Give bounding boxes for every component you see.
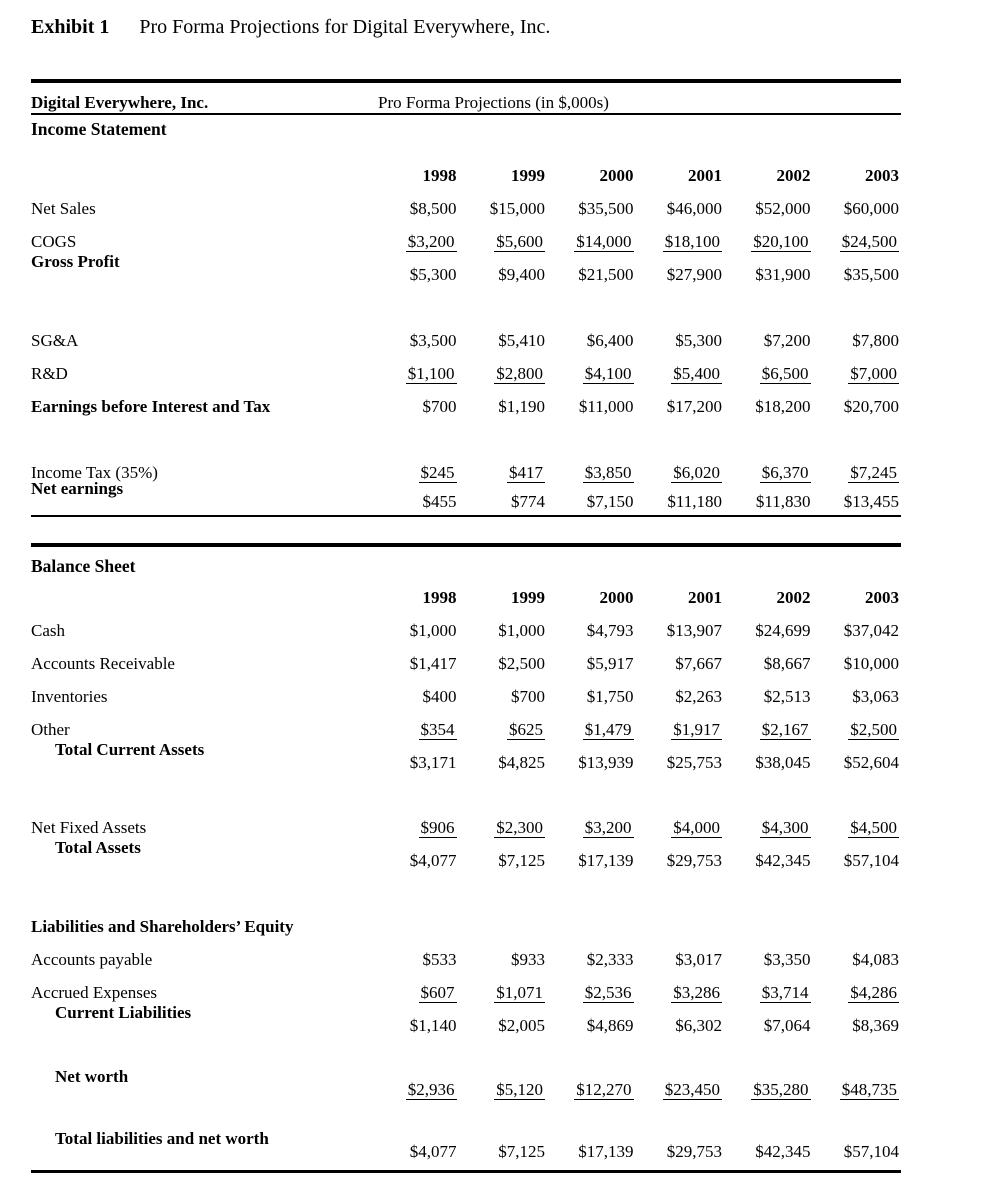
value-cell: $5,917	[586, 653, 634, 673]
top-rule	[31, 79, 901, 83]
value-cell: $17,200	[666, 397, 722, 416]
row-label: COGS	[31, 232, 77, 251]
value-cell	[722, 976, 811, 1009]
row-label: Net Sales	[31, 199, 96, 218]
value-cell: $2,005	[498, 1015, 545, 1035]
value-cell	[545, 976, 634, 1009]
value-cell: $10,000	[843, 653, 899, 673]
value-cell	[634, 357, 723, 390]
value-cell: $1,000	[498, 620, 545, 640]
bottom-rule	[31, 1170, 901, 1174]
value-cell	[368, 456, 457, 489]
section-divider-rule	[31, 543, 901, 547]
underlined-value: $2,800	[496, 364, 543, 383]
value-cell	[457, 456, 546, 489]
value-cell: $6,400	[586, 331, 634, 350]
value-cell: $8,667	[763, 653, 811, 673]
table-row	[31, 252, 902, 291]
row-label: Total Assets	[55, 837, 141, 857]
balance-sheet-title: Balance Sheet	[31, 555, 136, 576]
value-cell	[811, 357, 900, 390]
underlined-value: $417	[509, 463, 543, 482]
underlined-value: $4,500	[850, 817, 897, 837]
value-cell	[545, 1073, 634, 1106]
underlined-value: $2,936	[407, 1079, 455, 1099]
value-cell: $5,300	[409, 265, 457, 284]
underlined-value: $2,300	[496, 817, 543, 837]
underlined-value: $20,100	[753, 232, 809, 251]
row-label: Cash	[31, 620, 65, 640]
value-cell: $52,604	[843, 752, 899, 772]
value-cell	[722, 225, 811, 258]
table-row	[31, 614, 902, 647]
year-header: 1998	[422, 587, 457, 607]
value-cell: $3,063	[852, 686, 899, 706]
underlined-value: $3,286	[673, 982, 720, 1002]
value-cell: $8,369	[852, 1015, 899, 1035]
value-cell	[811, 713, 900, 746]
row-label: Gross Profit	[31, 252, 120, 271]
value-cell: $4,077	[409, 1141, 457, 1161]
subsection-heading: Liabilities and Shareholders’ Equity	[31, 916, 294, 936]
value-cell: $455	[422, 492, 457, 511]
row-label	[31, 581, 368, 614]
underlined-value: $3,200	[584, 817, 632, 837]
value-cell: $9,400	[498, 265, 545, 284]
value-cell	[811, 456, 900, 489]
value-cell: $3,350	[763, 949, 811, 969]
underlined-value: $2,500	[850, 719, 897, 739]
value-cell	[457, 811, 546, 844]
value-cell: $25,753	[666, 752, 722, 772]
row-label: Income Tax (35%)	[31, 463, 158, 482]
value-cell: $7,200	[763, 331, 811, 350]
row-label: Inventories	[31, 686, 108, 706]
row-label: Earnings before Interest and Tax	[31, 397, 271, 416]
table-row	[31, 1066, 902, 1106]
value-cell: $774	[511, 492, 545, 511]
value-cell: $18,200	[755, 397, 811, 416]
table-row	[31, 479, 901, 517]
value-cell: $42,345	[755, 850, 811, 870]
value-cell: $35,500	[843, 265, 899, 284]
underlined-value: $607	[420, 982, 455, 1002]
table-row	[31, 192, 902, 225]
value-cell: $7,125	[498, 850, 545, 870]
value-cell: $700	[511, 686, 545, 706]
value-cell	[634, 225, 723, 258]
year-header: 2002	[776, 166, 811, 185]
value-cell: $57,104	[843, 850, 899, 870]
value-cell: $57,104	[843, 1141, 899, 1161]
underlined-value: $48,735	[841, 1079, 897, 1099]
table-row	[31, 837, 902, 877]
exhibit-label: Exhibit 1	[31, 16, 110, 38]
value-cell: $533	[422, 949, 457, 969]
underlined-value: $24,500	[841, 232, 897, 251]
table-row	[31, 943, 902, 976]
table-row	[31, 739, 902, 779]
value-cell: $52,000	[755, 199, 811, 218]
underlined-value: $7,000	[850, 364, 897, 383]
underlined-value: $6,500	[761, 364, 809, 383]
row-label: Accrued Expenses	[31, 982, 158, 1002]
value-cell: $13,907	[666, 620, 722, 640]
value-cell: $1,140	[409, 1015, 457, 1035]
underlined-value: $7,245	[850, 463, 897, 482]
row-label: Current Liabilities	[55, 1002, 192, 1022]
value-cell: $21,500	[578, 265, 634, 284]
underlined-value: $5,400	[673, 364, 720, 383]
row-label: Total liabilities and net worth	[55, 1128, 269, 1148]
company-name: Digital Everywhere, Inc.	[31, 93, 209, 112]
table-header-row	[31, 93, 901, 115]
value-cell: $46,000	[666, 199, 722, 218]
value-cell: $27,900	[666, 265, 722, 284]
value-cell	[368, 1073, 457, 1106]
underlined-value: $6,020	[673, 463, 720, 482]
value-cell	[368, 976, 457, 1009]
value-cell: $17,139	[578, 1141, 634, 1161]
value-cell: $2,500	[498, 653, 545, 673]
value-cell	[722, 713, 811, 746]
subsection-heading-row	[31, 910, 902, 943]
value-cell: $5,300	[675, 331, 722, 350]
underlined-value: $3,850	[584, 463, 632, 482]
value-cell: $4,793	[586, 620, 634, 640]
row-label: Net worth	[55, 1066, 129, 1086]
exhibit-title-text: Pro Forma Projections for Digital Everywhere, Inc.	[139, 16, 551, 38]
year-header: 2000	[599, 166, 634, 185]
underlined-value: $4,000	[673, 817, 720, 837]
income-statement-title: Income Statement	[31, 119, 167, 139]
value-cell	[457, 225, 546, 258]
underlined-value: $3,200	[407, 232, 455, 251]
value-cell: $3,017	[675, 949, 722, 969]
value-cell: $11,000	[578, 397, 634, 416]
row-label	[31, 159, 368, 192]
underlined-value: $4,286	[850, 982, 897, 1002]
underlined-value: $1,479	[584, 719, 632, 739]
underlined-value: $35,280	[753, 1079, 809, 1099]
underlined-value: $18,100	[664, 232, 720, 251]
year-header: 1998	[422, 166, 457, 185]
value-cell: $7,800	[852, 331, 899, 350]
value-cell: $700	[422, 397, 457, 416]
value-cell	[811, 225, 900, 258]
value-cell: $5,410	[498, 331, 545, 350]
value-cell	[634, 976, 723, 1009]
year-header: 2001	[688, 166, 722, 185]
value-cell	[722, 357, 811, 390]
value-cell: $7,125	[498, 1141, 545, 1161]
balance-sheet-table	[31, 581, 902, 1168]
value-cell: $933	[511, 949, 545, 969]
value-cell	[811, 811, 900, 844]
year-header: 2003	[865, 587, 899, 607]
value-cell: $1,417	[409, 653, 457, 673]
value-cell: $6,302	[675, 1015, 722, 1035]
underlined-value: $4,100	[584, 364, 632, 383]
underlined-value: $5,600	[496, 232, 543, 251]
value-cell	[634, 713, 723, 746]
year-header-row	[31, 159, 902, 192]
year-header: 2003	[865, 166, 899, 185]
value-cell	[457, 976, 546, 1009]
value-cell: $7,064	[763, 1015, 811, 1035]
value-cell	[634, 456, 723, 489]
table-row	[31, 1002, 902, 1042]
value-cell: $4,083	[852, 949, 899, 969]
year-header: 2002	[776, 587, 811, 607]
row-label: SG&A	[31, 331, 79, 350]
underlined-value: $6,370	[761, 463, 809, 482]
table-row	[31, 680, 902, 713]
value-cell	[545, 811, 634, 844]
value-cell: $4,077	[409, 850, 457, 870]
underlined-value: $1,917	[673, 719, 720, 739]
value-cell	[545, 357, 634, 390]
value-cell	[368, 357, 457, 390]
row-label: Accounts Receivable	[31, 653, 175, 673]
value-cell	[545, 456, 634, 489]
value-cell	[368, 811, 457, 844]
underlined-value: $2,167	[761, 719, 809, 739]
value-cell	[545, 225, 634, 258]
underlined-value: $14,000	[576, 232, 632, 251]
underlined-value: $245	[420, 463, 455, 482]
table-row	[31, 357, 902, 390]
value-cell	[634, 811, 723, 844]
underlined-value: $354	[420, 719, 455, 739]
value-cell: $31,900	[755, 265, 811, 284]
underlined-value: $5,120	[496, 1079, 543, 1099]
value-cell	[457, 1073, 546, 1106]
row-label: Total Current Assets	[55, 739, 205, 759]
value-cell: $1,190	[498, 397, 545, 416]
underlined-value: $12,270	[576, 1079, 632, 1099]
value-cell: $15,000	[489, 199, 545, 218]
value-cell	[722, 456, 811, 489]
row-label: R&D	[31, 364, 68, 383]
value-cell: $8,500	[409, 199, 457, 218]
value-cell: $11,830	[755, 492, 811, 511]
year-header: 2000	[599, 587, 634, 607]
value-cell	[722, 1073, 811, 1106]
year-header: 2001	[688, 587, 722, 607]
value-cell	[457, 713, 546, 746]
value-cell: $20,700	[843, 397, 899, 416]
value-cell	[722, 811, 811, 844]
value-cell: $42,345	[755, 1141, 811, 1161]
value-cell	[811, 976, 900, 1009]
income-statement-table	[31, 159, 902, 517]
value-cell: $4,869	[586, 1015, 634, 1035]
value-cell	[368, 225, 457, 258]
underlined-value: $2,536	[584, 982, 632, 1002]
value-cell: $29,753	[666, 850, 722, 870]
underlined-value: $23,450	[664, 1079, 720, 1099]
value-cell	[457, 357, 546, 390]
value-cell: $1,750	[586, 686, 634, 706]
value-cell: $4,825	[498, 752, 545, 772]
year-header: 1999	[511, 587, 545, 607]
exhibit-title	[31, 14, 902, 41]
year-header-row	[31, 581, 902, 614]
row-label: Net earnings	[31, 479, 124, 498]
table-row	[31, 324, 902, 357]
table-row	[31, 390, 902, 423]
value-cell: $11,180	[667, 492, 722, 511]
table-subtitle: Pro Forma Projections (in $,000s)	[378, 93, 609, 112]
table-row	[31, 647, 902, 680]
value-cell: $1,000	[409, 620, 457, 640]
value-cell: $24,699	[755, 620, 811, 640]
underlined-value: $625	[509, 719, 543, 739]
value-cell: $7,667	[675, 653, 722, 673]
value-cell: $17,139	[578, 850, 634, 870]
value-cell: $38,045	[755, 752, 811, 772]
underlined-value: $3,714	[761, 982, 809, 1002]
value-cell: $400	[422, 686, 457, 706]
underlined-value: $1,100	[407, 364, 455, 383]
value-cell: $37,042	[843, 620, 899, 640]
row-label: Net Fixed Assets	[31, 817, 147, 837]
row-label: Accounts payable	[31, 949, 153, 969]
value-cell: $29,753	[666, 1141, 722, 1161]
value-cell: $60,000	[843, 199, 899, 218]
value-cell	[634, 1073, 723, 1106]
value-cell: $2,263	[675, 686, 722, 706]
year-header: 1999	[511, 166, 545, 185]
value-cell: $13,939	[578, 752, 634, 772]
table-row	[31, 1128, 902, 1168]
value-cell: $35,500	[578, 199, 634, 218]
underlined-value: $906	[420, 817, 455, 837]
value-cell: $3,500	[409, 331, 457, 350]
underlined-value: $4,300	[761, 817, 809, 837]
value-cell: $2,333	[586, 949, 634, 969]
value-cell	[811, 1073, 900, 1106]
underlined-value: $1,071	[496, 982, 543, 1002]
value-cell	[545, 713, 634, 746]
value-cell	[368, 713, 457, 746]
value-cell: $3,171	[409, 752, 457, 772]
row-label: Other	[31, 719, 70, 739]
value-cell: $13,455	[843, 492, 899, 511]
value-cell: $7,150	[586, 492, 634, 511]
value-cell: $2,513	[763, 686, 811, 706]
